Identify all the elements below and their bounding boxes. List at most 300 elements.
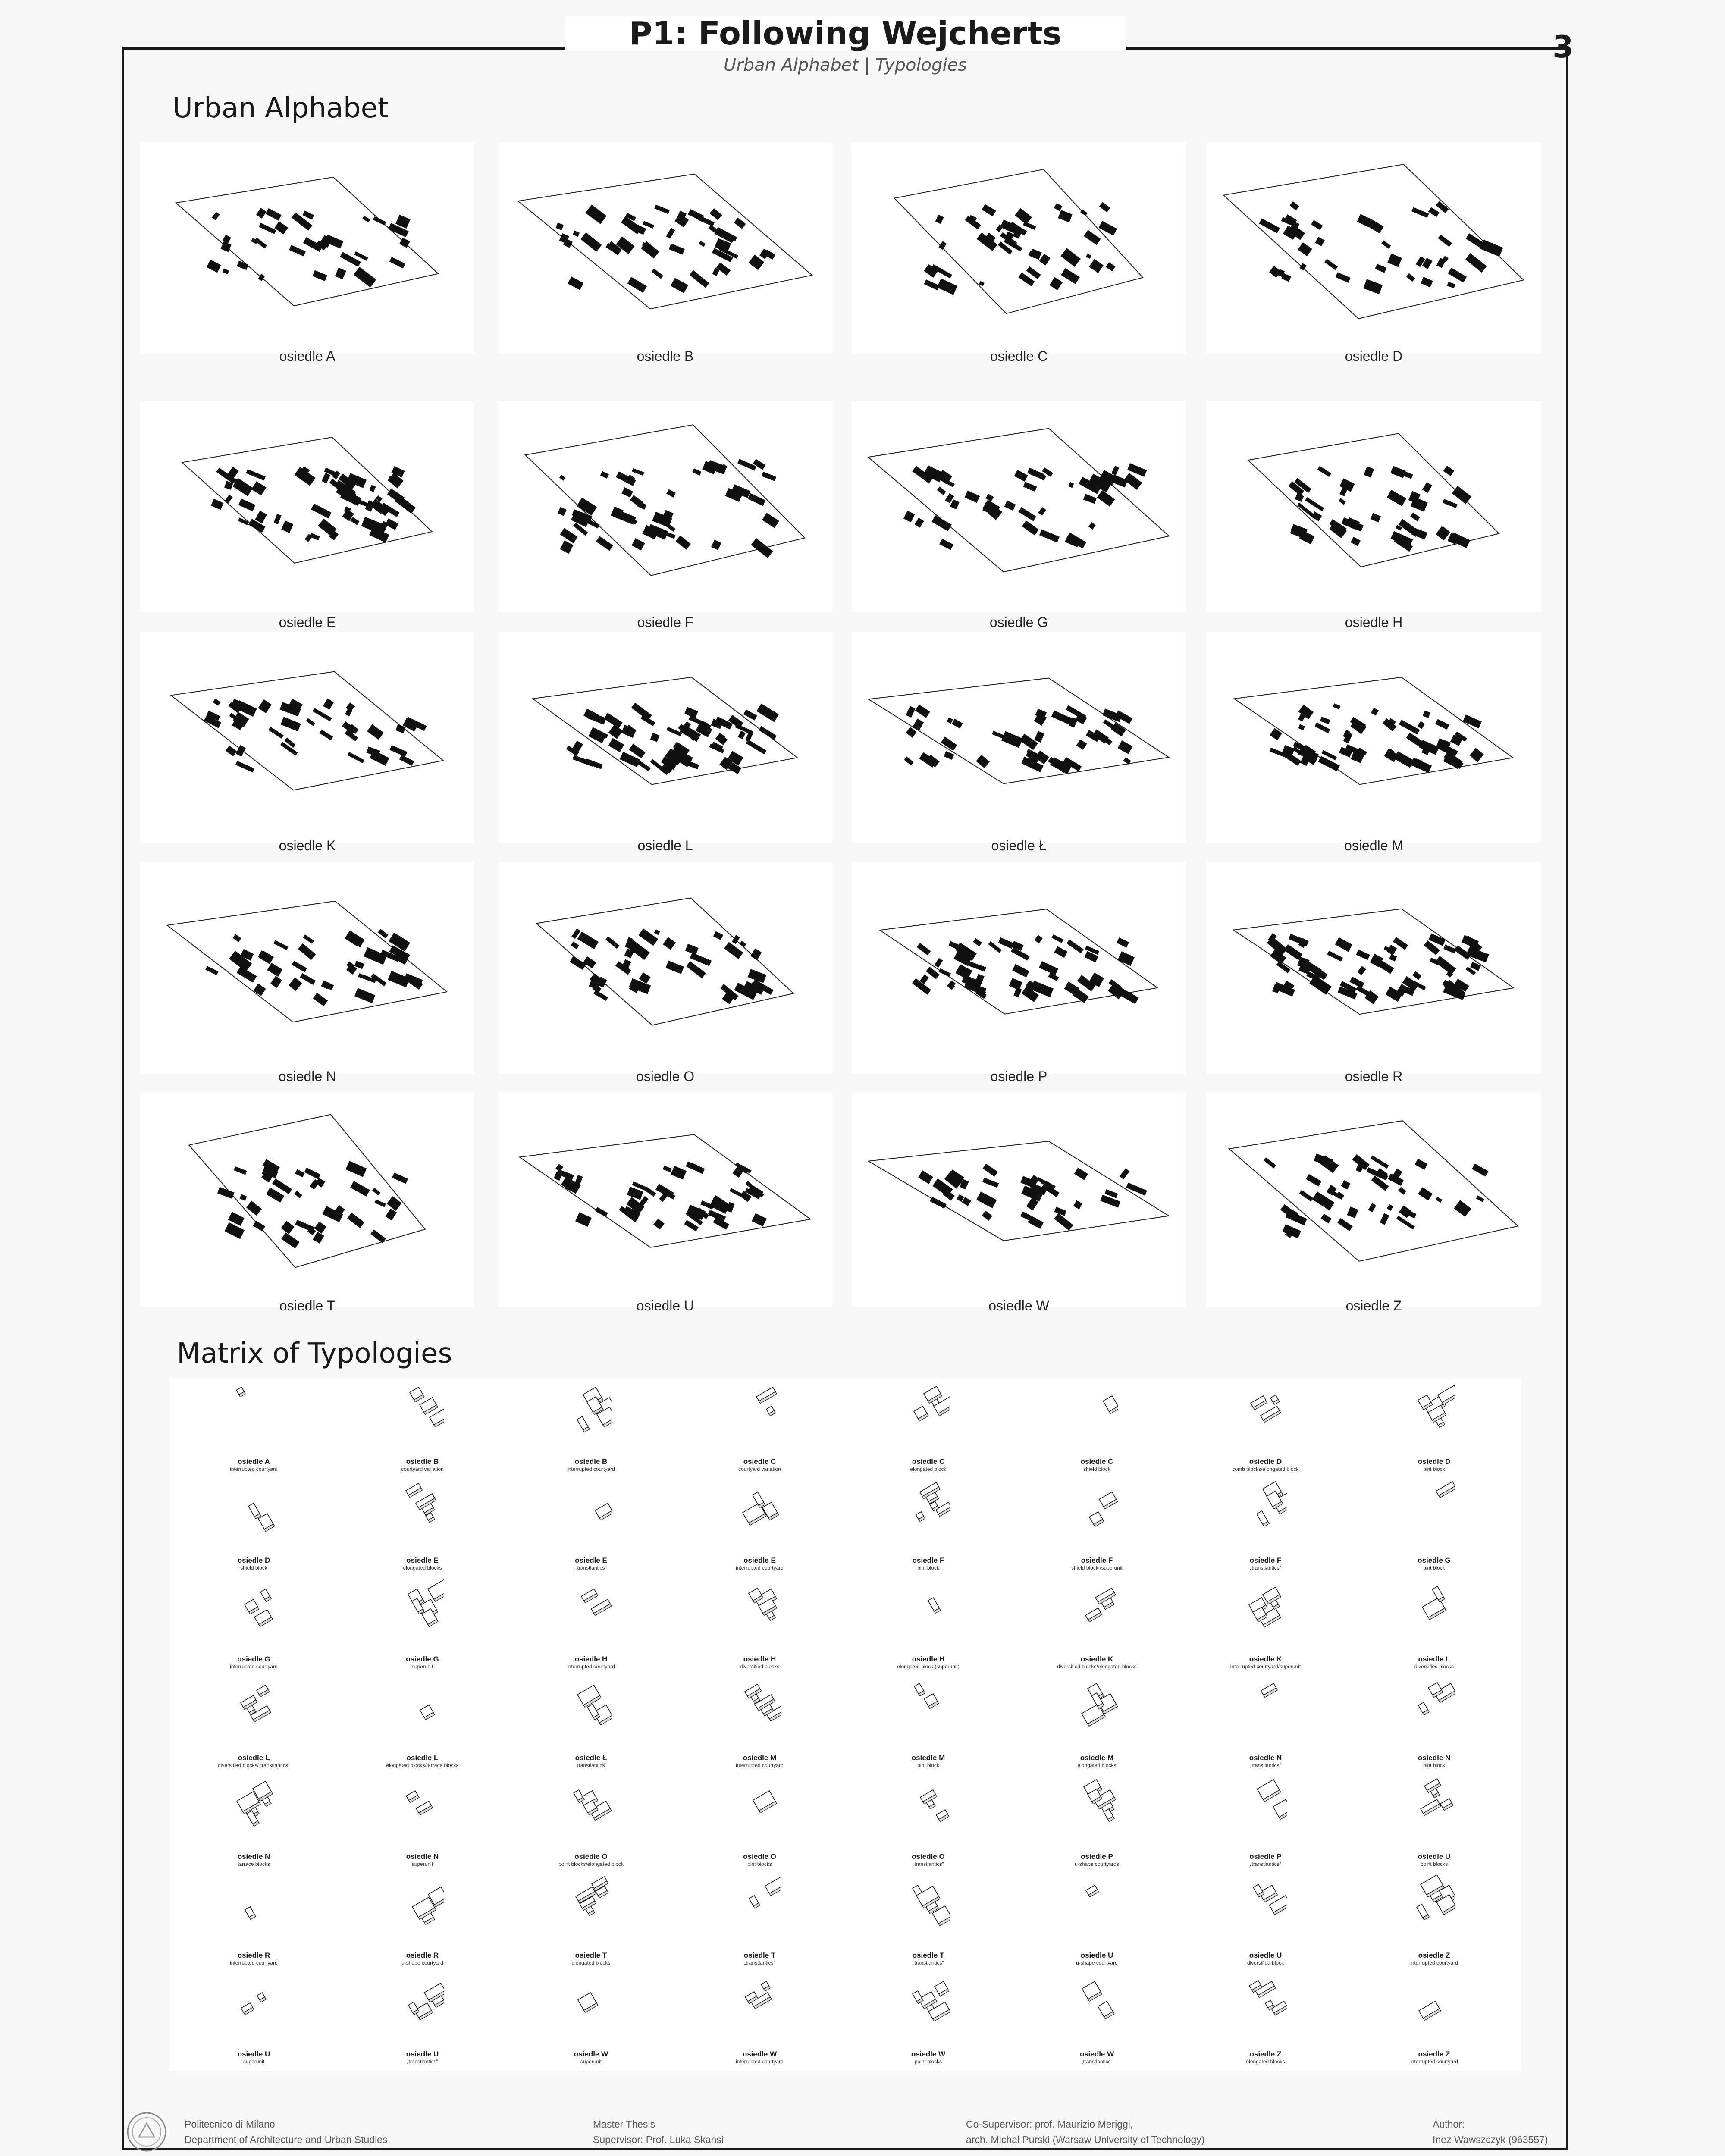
typology-name: osiedle B — [406, 1457, 439, 1466]
typology-name: osiedle G — [1418, 1556, 1451, 1564]
typology-axonometric-icon — [906, 1382, 950, 1442]
osiedle-label: osiedle K — [279, 838, 336, 853]
typology-type: superunit — [411, 1861, 433, 1867]
typology-axonometric-icon — [738, 1974, 781, 2034]
typology-item — [675, 1576, 844, 1674]
site-plan-drawing — [498, 632, 832, 839]
typology-axonometric-icon — [401, 1777, 444, 1837]
typology-type: elongated blocks — [571, 1960, 611, 1966]
typology-type: pint blocks — [747, 1861, 772, 1867]
typology-name: osiedle N — [237, 1852, 270, 1861]
urban-plan-cell — [1207, 1092, 1541, 1313]
typology-name: osiedle W — [742, 2050, 777, 2058]
typology-type: interrupted courtyard — [736, 1762, 784, 1768]
typology-type: diversified blocks/„transtlantics” — [218, 1762, 290, 1768]
matrix-heading: Matrix of Typologies — [177, 1338, 452, 1369]
typology-name: osiedle O — [574, 1852, 608, 1861]
typology-axonometric-icon — [1244, 1382, 1287, 1442]
footer-university — [185, 2116, 387, 2147]
typology-axonometric-icon — [1075, 1382, 1118, 1442]
typology-item — [169, 1477, 338, 1576]
typology-type: „transtlantics” — [1250, 1861, 1281, 1867]
typology-item — [507, 1576, 675, 1674]
urban-plan-cell — [852, 862, 1186, 1084]
typology-type: pint block — [1423, 1762, 1445, 1768]
typology-type: elongated blocks — [1077, 1762, 1117, 1768]
typology-name: osiedle T — [912, 1951, 944, 1959]
typology-name: osiedle F — [1249, 1556, 1282, 1564]
typology-axonometric-icon — [569, 1678, 612, 1738]
typology-item — [507, 1872, 675, 1971]
typology-name: osiedle K — [1249, 1655, 1282, 1663]
osiedle-label: osiedle G — [989, 614, 1048, 630]
typology-name: osiedle F — [1081, 1556, 1113, 1564]
cosupervisor-line-1: Co-Supervisor: prof. Maurizio Meriggi, — [966, 2118, 1133, 2130]
typology-item — [844, 1872, 1013, 1971]
typology-type: diversified block — [1247, 1960, 1284, 1966]
typology-type: „transtlantics” — [913, 1861, 944, 1867]
osiedle-label: osiedle P — [990, 1069, 1048, 1084]
typology-type: „transtlantics” — [407, 2059, 438, 2065]
author-label: Author: — [1433, 2118, 1465, 2130]
urban-plan-cell — [498, 401, 832, 630]
typology-name: osiedle Ł — [575, 1754, 607, 1762]
urban-plan-cell — [1207, 401, 1541, 630]
typology-axonometric-icon — [569, 1875, 612, 1936]
typology-item — [169, 1378, 338, 1477]
author-name: Inez Wawszczyk (963557) — [1433, 2134, 1548, 2145]
typology-axonometric-icon — [401, 1974, 444, 2034]
typology-item — [844, 1971, 1013, 2069]
typology-item — [1013, 1477, 1181, 1576]
page-subtitle: Urban Alphabet | Typologies — [723, 55, 967, 75]
typology-axonometric-icon — [1412, 1382, 1455, 1442]
site-plan-drawing — [1207, 862, 1541, 1069]
typology-item — [1350, 1378, 1518, 1477]
typology-axonometric-icon — [1075, 1974, 1118, 2034]
osiedle-label: osiedle Ł — [991, 838, 1047, 853]
site-plan-drawing — [498, 862, 832, 1069]
typology-axonometric-icon — [1075, 1480, 1118, 1541]
typology-axonometric-icon — [738, 1382, 781, 1442]
typology-type: comb blocks/elongated block — [1232, 1466, 1299, 1472]
typology-name: osiedle Z — [1418, 2050, 1450, 2058]
typology-axonometric-icon — [906, 1777, 950, 1837]
typology-name: osiedle B — [574, 1457, 608, 1466]
typology-item — [844, 1674, 1013, 1773]
typology-item — [507, 1971, 675, 2069]
typology-item — [1013, 1872, 1181, 1971]
typology-type: shield block — [240, 1565, 267, 1571]
typology-name: osiedle H — [912, 1655, 945, 1663]
typology-item — [338, 1576, 507, 1674]
osiedle-label: osiedle E — [279, 614, 336, 630]
typology-type: u-shape courtyards — [1075, 1861, 1119, 1867]
typology-type: interrupted courtyard — [567, 1664, 615, 1670]
typology-item — [169, 1674, 338, 1773]
osiedle-label: osiedle L — [637, 838, 693, 853]
typology-name: osiedle D — [237, 1556, 270, 1564]
typology-type: u-shape courtyard — [401, 1960, 443, 1966]
typology-name: osiedle R — [406, 1951, 439, 1959]
typology-axonometric-icon — [232, 1678, 275, 1738]
typology-type: point blocks — [1420, 1861, 1448, 1867]
typology-name: osiedle E — [406, 1556, 439, 1564]
typology-axonometric-icon — [738, 1480, 781, 1541]
urban-plan-cell — [498, 1092, 832, 1313]
typology-type: superunit — [411, 1664, 433, 1670]
typology-name: osiedle U — [237, 2050, 270, 2058]
typology-name: osiedle C — [1080, 1457, 1113, 1466]
typology-axonometric-icon — [232, 1875, 275, 1936]
cosupervisor-line-2: arch. Michał Purski (Warsaw University of Technology) — [966, 2134, 1205, 2145]
typology-axonometric-icon — [232, 1974, 275, 2034]
typology-item — [1181, 1477, 1350, 1576]
university-name: Politecnico di Milano — [185, 2118, 275, 2130]
typology-axonometric-icon — [1244, 1678, 1287, 1738]
site-plan-drawing — [498, 401, 832, 608]
typology-item — [1181, 1576, 1350, 1674]
typology-axonometric-icon — [1412, 1974, 1455, 2034]
osiedle-label: osiedle A — [279, 348, 336, 364]
typology-item — [169, 1872, 338, 1971]
typology-name: osiedle K — [1080, 1655, 1113, 1663]
typology-axonometric-icon — [401, 1678, 444, 1738]
typology-type: interrupted courtyard/superunit — [1230, 1664, 1301, 1670]
typology-name: osiedle O — [743, 1852, 776, 1861]
typology-name: osiedle T — [575, 1951, 607, 1959]
typology-type: courtyard variation — [401, 1466, 444, 1472]
typology-axonometric-icon — [401, 1480, 444, 1541]
typology-type: „transtlantics” — [1250, 1762, 1281, 1768]
typology-item — [675, 1378, 844, 1477]
typology-item — [844, 1477, 1013, 1576]
typology-name: osiedle C — [912, 1457, 945, 1466]
typology-type: shield block — [1083, 1466, 1110, 1472]
typology-item — [507, 1674, 675, 1773]
typology-type: superunit — [243, 2059, 265, 2065]
typology-axonometric-icon — [401, 1382, 444, 1442]
typology-name: osiedle U — [1418, 1852, 1451, 1861]
typology-name: osiedle R — [237, 1951, 270, 1959]
typology-type: superunit — [580, 2059, 602, 2065]
typology-item — [675, 1674, 844, 1773]
site-plan-drawing — [852, 862, 1186, 1069]
typology-name: osiedle P — [1249, 1852, 1282, 1861]
urban-plan-cell — [498, 142, 832, 364]
typology-type: elongated blocks/tarrace blocks — [386, 1762, 459, 1768]
typology-axonometric-icon — [1412, 1678, 1455, 1738]
typology-type: interrupted courtyard — [736, 2059, 784, 2065]
typology-item — [1350, 1674, 1518, 1773]
typology-type: point blocks — [914, 2059, 942, 2065]
typology-item — [1181, 1378, 1350, 1477]
typology-axonometric-icon — [906, 1974, 950, 2034]
typology-type: diversified blocks/elongated blocks — [1057, 1664, 1137, 1670]
typology-item — [844, 1378, 1013, 1477]
department-name: Department of Architecture and Urban Studies — [185, 2134, 388, 2145]
page-number: 3 — [1552, 29, 1574, 65]
typology-name: osiedle H — [743, 1655, 776, 1663]
osiedle-label: osiedle H — [1345, 614, 1403, 630]
site-plan-drawing — [140, 142, 474, 349]
typology-name: osiedle F — [912, 1556, 944, 1564]
supervisor: Supervisor: Prof. Luka Skansi — [593, 2134, 724, 2145]
university-seal-icon — [126, 2111, 167, 2153]
typology-type: „transtlantics” — [1250, 1565, 1281, 1571]
site-plan-drawing — [852, 142, 1186, 349]
typology-axonometric-icon — [232, 1579, 275, 1639]
typology-type: elongated block — [910, 1466, 947, 1472]
site-plan-drawing — [140, 1092, 474, 1299]
site-plan-drawing — [852, 401, 1186, 608]
typology-type: pint block — [1423, 1466, 1445, 1472]
typology-name: osiedle D — [1249, 1457, 1282, 1466]
typology-type: point blocks/elongated block — [558, 1861, 624, 1867]
typology-item — [1181, 1773, 1350, 1872]
osiedle-label: osiedle B — [637, 348, 694, 364]
footer-thesis — [593, 2116, 724, 2147]
typology-axonometric-icon — [569, 1777, 612, 1837]
typology-type: u-shape courtyard — [1076, 1960, 1118, 1966]
site-plan-drawing — [498, 142, 832, 349]
typology-item — [1181, 1971, 1350, 2069]
typology-item — [507, 1378, 675, 1477]
footer-cosupervisors — [966, 2116, 1204, 2147]
typology-type: „transtlantics” — [575, 1762, 607, 1768]
typology-item — [1013, 1971, 1181, 2069]
typology-item — [338, 1674, 507, 1773]
typology-type: „transtlantics” — [1081, 2059, 1113, 2065]
typology-item — [169, 1773, 338, 1872]
typology-type: pint block — [917, 1565, 939, 1571]
osiedle-label: osiedle T — [279, 1298, 336, 1313]
typology-item — [675, 1773, 844, 1872]
typology-type: interrupted courtyard — [736, 1565, 784, 1571]
typology-item — [675, 1971, 844, 2069]
osiedle-label: osiedle F — [637, 614, 693, 630]
osiedle-label: osiedle U — [636, 1298, 694, 1313]
typology-name: osiedle E — [743, 1556, 776, 1564]
site-plan-drawing — [852, 632, 1186, 839]
typology-type: diversified blocks — [740, 1664, 780, 1670]
typology-item — [1181, 1674, 1350, 1773]
site-plan-drawing — [1207, 142, 1541, 349]
typology-axonometric-icon — [1075, 1777, 1118, 1837]
urban-plan-cell — [1207, 862, 1541, 1084]
typology-type: pint block — [1423, 1565, 1445, 1571]
typology-item — [507, 1477, 675, 1576]
typology-axonometric-icon — [232, 1382, 275, 1442]
osiedle-label: osiedle O — [636, 1069, 695, 1084]
typology-type: elongated block (superunit) — [897, 1664, 960, 1670]
typology-name: osiedle W — [911, 2050, 946, 2058]
urban-plan-cell — [140, 1092, 474, 1313]
typology-type: interrupted courtyard — [1410, 2059, 1458, 2065]
typology-axonometric-icon — [1412, 1875, 1455, 1936]
site-plan-drawing — [1207, 401, 1541, 608]
typology-name: osiedle Z — [1418, 1951, 1450, 1959]
typology-axonometric-icon — [1244, 1480, 1287, 1541]
typology-name: osiedle T — [743, 1951, 776, 1959]
typology-name: osiedle G — [406, 1655, 439, 1663]
osiedle-label: osiedle Z — [1346, 1298, 1402, 1313]
typology-name: osiedle D — [1418, 1457, 1451, 1466]
typology-axonometric-icon — [569, 1974, 612, 2034]
site-plan-drawing — [852, 1092, 1186, 1299]
osiedle-label: osiedle M — [1344, 838, 1403, 853]
typology-name: osiedle U — [406, 2050, 439, 2058]
typology-item — [338, 1378, 507, 1477]
typology-type: „transtlantics” — [913, 1960, 944, 1966]
typology-name: osiedle W — [1079, 2050, 1114, 2058]
typology-item — [1350, 1477, 1518, 1576]
typology-name: osiedle U — [1080, 1951, 1113, 1959]
typology-item — [507, 1773, 675, 1872]
typology-item — [1350, 1576, 1518, 1674]
typology-type: courtyard variation — [738, 1466, 781, 1472]
site-plan-drawing — [140, 862, 474, 1069]
typology-item — [1350, 1773, 1518, 1872]
footer-author — [1433, 2116, 1548, 2147]
typology-name: osiedle Z — [1249, 2050, 1282, 2058]
typology-name: osiedle G — [237, 1655, 270, 1663]
typology-type: elongated blocks — [1246, 2059, 1285, 2065]
typology-type: pint block — [917, 1762, 939, 1768]
typology-item — [675, 1477, 844, 1576]
site-plan-drawing — [1207, 632, 1541, 839]
typology-type: interrupted courtyard — [1410, 1960, 1458, 1966]
urban-alphabet-heading: Urban Alphabet — [172, 92, 389, 124]
typology-name: osiedle L — [406, 1754, 439, 1762]
typology-item — [844, 1773, 1013, 1872]
typology-axonometric-icon — [1412, 1480, 1455, 1541]
typology-item — [1013, 1378, 1181, 1477]
osiedle-label: osiedle C — [990, 348, 1048, 364]
urban-plan-cell — [1207, 142, 1541, 364]
typology-name: osiedle N — [406, 1852, 439, 1861]
typology-name: osiedle U — [1249, 1951, 1282, 1959]
typology-item — [1013, 1773, 1181, 1872]
typology-item — [1013, 1674, 1181, 1773]
typology-name: osiedle O — [912, 1852, 945, 1861]
typology-item — [169, 1576, 338, 1674]
urban-plan-cell — [852, 401, 1186, 630]
typology-axonometric-icon — [232, 1480, 275, 1541]
osiedle-label: osiedle N — [278, 1069, 336, 1084]
typology-item — [1013, 1576, 1181, 1674]
typology-name: osiedle H — [574, 1655, 608, 1663]
typology-type: „transtlantics” — [744, 1960, 775, 1966]
typology-axonometric-icon — [569, 1579, 612, 1639]
typology-axonometric-icon — [906, 1875, 950, 1936]
typology-axonometric-icon — [1244, 1875, 1287, 1936]
typology-axonometric-icon — [1075, 1579, 1118, 1639]
typology-type: interrupted courtyard — [230, 1466, 278, 1472]
typology-name: osiedle L — [1418, 1655, 1450, 1663]
typology-matrix — [169, 1378, 1521, 2071]
typology-axonometric-icon — [906, 1480, 950, 1541]
typology-name: osiedle M — [743, 1754, 777, 1762]
typology-name: osiedle M — [911, 1754, 945, 1762]
typology-name: osiedle A — [238, 1457, 270, 1466]
typology-axonometric-icon — [1244, 1974, 1287, 2034]
typology-item — [844, 1576, 1013, 1674]
typology-axonometric-icon — [1244, 1777, 1287, 1837]
urban-plan-cell — [852, 1092, 1186, 1313]
typology-axonometric-icon — [738, 1579, 781, 1639]
typology-item — [1350, 1872, 1518, 1971]
urban-plan-cell — [140, 632, 474, 853]
page-title: P1: Following Wejcherts — [565, 16, 1126, 51]
osiedle-label: osiedle W — [988, 1298, 1049, 1313]
typology-axonometric-icon — [1412, 1777, 1455, 1837]
typology-type: tarrace blocks — [238, 1861, 270, 1867]
typology-axonometric-icon — [738, 1875, 781, 1936]
urban-plan-cell — [1207, 632, 1541, 853]
osiedle-label: osiedle D — [1345, 348, 1403, 364]
urban-plan-cell — [852, 142, 1186, 364]
urban-plan-cell — [140, 401, 474, 630]
urban-plan-cell — [498, 862, 832, 1084]
typology-type: interrupted courtyard — [230, 1664, 278, 1670]
urban-plan-cell — [498, 632, 832, 853]
typology-type: diversified blocks — [1414, 1664, 1454, 1670]
typology-axonometric-icon — [401, 1875, 444, 1936]
typology-type: „transtlantics” — [575, 1565, 607, 1571]
osiedle-label: osiedle R — [1345, 1069, 1403, 1084]
typology-item — [1350, 1971, 1518, 2069]
typology-axonometric-icon — [906, 1579, 950, 1639]
site-plan-drawing — [140, 401, 474, 608]
typology-name: osiedle N — [1249, 1754, 1282, 1762]
typology-name: osiedle W — [574, 2050, 608, 2058]
typology-axonometric-icon — [1075, 1678, 1118, 1738]
typology-axonometric-icon — [569, 1382, 612, 1442]
site-plan-drawing — [1207, 1092, 1541, 1299]
typology-type: interrupted courtyard — [230, 1960, 278, 1966]
typology-type: shield block /superunit — [1071, 1565, 1123, 1571]
typology-item — [338, 1872, 507, 1971]
typology-item — [675, 1872, 844, 1971]
typology-type: elongated blocks — [403, 1565, 442, 1571]
typology-axonometric-icon — [232, 1777, 275, 1837]
typology-axonometric-icon — [401, 1579, 444, 1639]
typology-name: osiedle L — [238, 1754, 270, 1762]
typology-name: osiedle N — [1418, 1754, 1451, 1762]
typology-axonometric-icon — [1075, 1875, 1118, 1936]
typology-name: osiedle C — [743, 1457, 776, 1466]
typology-name: osiedle M — [1080, 1754, 1114, 1762]
urban-plan-cell — [852, 632, 1186, 853]
urban-plan-cell — [140, 142, 474, 364]
typology-axonometric-icon — [569, 1480, 612, 1541]
typology-name: osiedle P — [1081, 1852, 1113, 1861]
thesis-label: Master Thesis — [593, 2118, 656, 2130]
typology-name: osiedle E — [575, 1556, 607, 1564]
typology-axonometric-icon — [906, 1678, 950, 1738]
site-plan-drawing — [498, 1092, 832, 1299]
site-plan-drawing — [140, 632, 474, 839]
typology-item — [338, 1773, 507, 1872]
typology-item — [1181, 1872, 1350, 1971]
urban-plan-cell — [140, 862, 474, 1084]
typology-axonometric-icon — [738, 1678, 781, 1738]
typology-axonometric-icon — [1244, 1579, 1287, 1639]
typology-type: interrupted courtyard — [567, 1466, 615, 1472]
typology-item — [338, 1971, 507, 2069]
typology-item — [338, 1477, 507, 1576]
